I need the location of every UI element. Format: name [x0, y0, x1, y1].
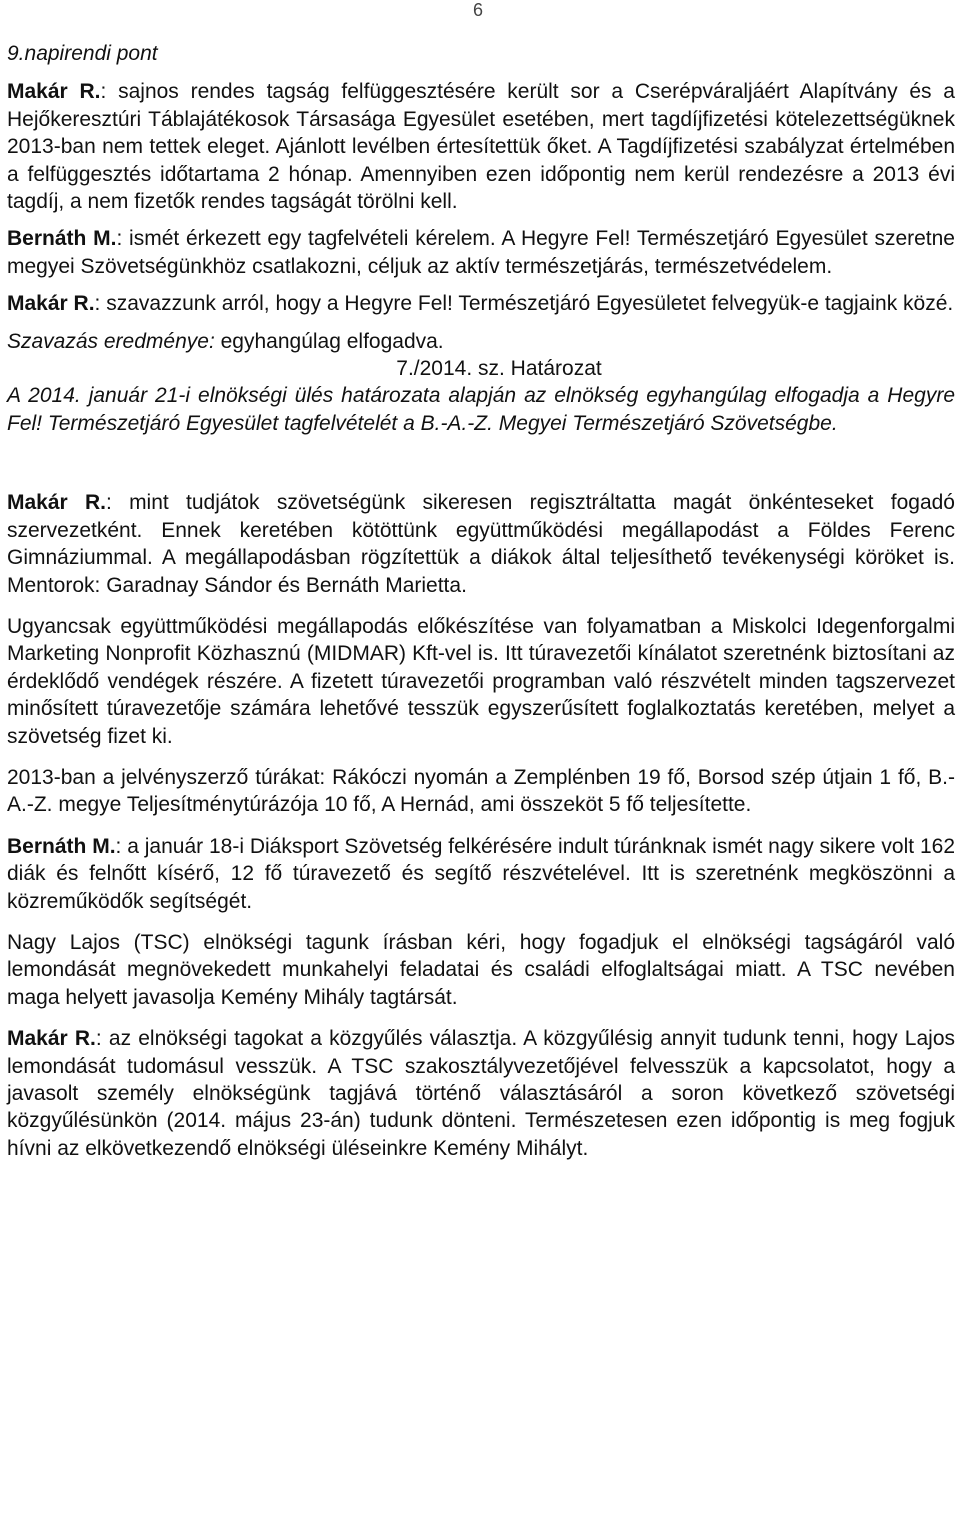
paragraph-6: 2013-ban a jelvényszerző túrákat: Rákóczi nyomán a Zemplénben 19 fő, Borsod szép útjain 1 fő, B.-A.-Z. megye Teljesítménytúrázója 10 fő, A Hernád, ami összeköt 5 fő teljesítette. [7, 765, 955, 817]
document-body [7, 40, 955, 1162]
paragraph-9 [7, 1025, 955, 1162]
paragraph-8: Nagy Lajos (TSC) elnökségi tagunk írásban kéri, hogy fogadjuk el elnökségi tagságáról való lemondását megnövekedett munkahelyi feladatai és családi elfoglaltságai miatt. A TSC nevében maga helyett javasolja Kemény Mihály tagtársát. [7, 930, 955, 1009]
paragraph-text: : az elnökségi tagokat a közgyűlés választja. A közgyűlésig annyit tudunk tenni, hogy Lajos lemondását tudomásul vesszük. A TSC szakosztályvezetőjével felvesszük a kapcsolatot, hogy a javasolt személy elnökségünk tagjává történő választásáról a soron következő szövetségi közgyűlésünkön (2014. május 23-án) tudunk dönteni. Természetesen ezen időpontig is meg fogjuk hívni az elkövetkezendő elnökségi üléseinkre Kemény Mihályt. [7, 1027, 955, 1160]
resolution-text: A 2014. január 21-i elnökségi ülés határozata alapján az elnökség egyhangúlag elfogadja a Hegyre Fel! Természetjáró Egyesület tagfelvételét a B.-A.-Z. Megyei Természetjáró Szövetségbe. [7, 384, 955, 435]
speaker-name: Makár R. [7, 491, 106, 515]
paragraph-2 [7, 225, 955, 280]
paragraph-7 [7, 833, 955, 915]
speaker-name: Bernáth M. [7, 834, 116, 858]
page-number: 6 [473, 0, 484, 20]
vote-result [7, 328, 955, 355]
paragraph-text: : mint tudjátok szövetségünk sikeresen regisztráltatta magát önkénteseket fogadó szervezetként. Ennek keretében kötöttünk együttműködési megállapodást a Földes Ferenc Gimnáziummal. A megállapodásban rögzítettük a diákok által teljesíthető tevékenységi köröket is. Mentorok: Garadnay Sándor és Bernáth Marietta. [7, 491, 955, 597]
speaker-name: Makár R. [7, 292, 95, 316]
paragraph-text: : a január 18-i Diáksport Szövetség felkérésére indult túránknak ismét nagy sikere volt 162 diák és felnőtt kísérő, 12 fő túravezető és segítő részvételével. Itt is szeretnénk megköszönni a közreműködők segítségét. [7, 834, 955, 913]
paragraph-3 [7, 290, 955, 317]
paragraph-4 [7, 489, 955, 599]
paragraph-1 [7, 78, 955, 215]
paragraph-text: : sajnos rendes tagság felfüggesztésére került sor a Cserépváraljáért Alapítvány és a Hejőkeresztúri Táblajátékosok Társasága Egyesület esetében, mert tagdíjfizetési kötelezettségüknek 2013-ban nem tettek eleget. Ajánlott levélben értesítettük őket. A Tagdíjfizetési szabályzat értelmében a felfüggesztés időtartama 2 hónap. Amennyiben ezen időpontig nem kerül rendezésre a 2013 évi tagdíj, a nem fizetők rendes tagságát törölni kell. [7, 80, 955, 214]
vote-label: Szavazás eredménye: [7, 329, 215, 353]
paragraph-text: : szavazzunk arról, hogy a Hegyre Fel! Természetjáró Egyesületet felvegyük-e tagjaink közé. [94, 292, 954, 316]
resolution-title: 7./2014. sz. Határozat [396, 357, 602, 381]
speaker-name: Makár R. [7, 1027, 96, 1051]
speaker-name: Makár R. [7, 80, 101, 104]
speaker-name: Bernáth M. [7, 227, 117, 251]
paragraph-text: : ismét érkezett egy tagfelvételi kérelem. A Hegyre Fel! Természetjáró Egyesület szeretne megyei Szövetségünkhöz csatlakozni, céljuk az aktív természetjárás, természetvédelem. [7, 227, 955, 278]
agenda-heading: 9.napirendi pont [7, 42, 158, 65]
vote-value: egyhangúlag elfogadva. [214, 329, 444, 353]
paragraph-5: Ugyancsak együttműködési megállapodás előkészítése van folyamatban a Miskolci Idegenforgalmi Marketing Nonprofit Közhasznú (MIDMAR) Kft-vel is. Itt túravezetői kínálatot szeretnénk biztosítani az érdeklődő vendégek részére. A fizetett túravezetői programban való részvételt minden tagszervezet minősített túravezetője számára lehetővé tesszük egyszerűsített foglalkoztatás keretében, melyet a szövetség fizet ki. [7, 614, 955, 748]
